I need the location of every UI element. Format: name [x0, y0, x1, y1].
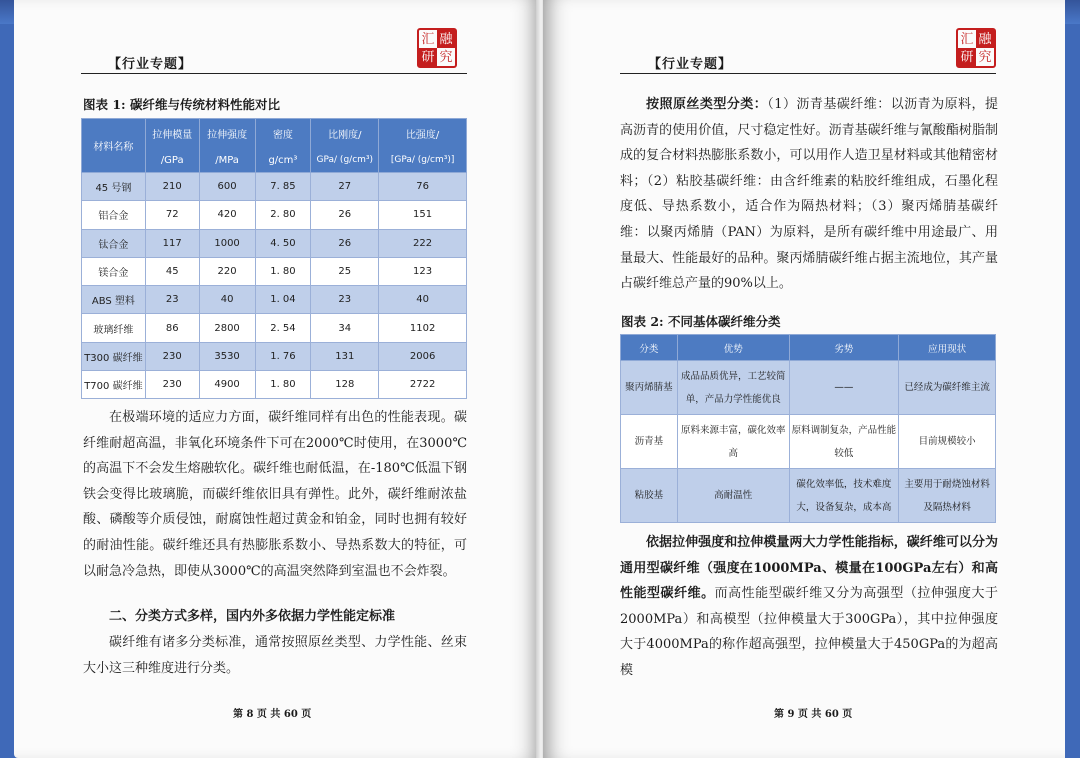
material-name-cell: 铝合金: [82, 201, 146, 229]
paragraph-body: 而高性能型碳纤维又分为高强型（拉伸强度大于2000MPa）和高模型（拉伸模量大于300GPa），其中拉伸强度大于4000MPa的称作超高强型，拉伸模量大于450GPa的为超高模: [620, 586, 998, 678]
table-cell: 1. 80: [255, 371, 311, 399]
table-cell: 原料调制复杂，产品性能较低: [789, 415, 899, 469]
table-cell: 2. 80: [255, 201, 311, 229]
table-cell: 40: [199, 286, 255, 314]
table-cell: 34: [311, 314, 379, 342]
table-header-cell: 应用现状: [899, 335, 996, 361]
table-row: [82, 342, 467, 370]
table-header-cell: 材料名称: [82, 119, 146, 173]
table-cell: 26: [311, 229, 379, 257]
table-cell: 2006: [379, 342, 467, 370]
table-cell: 128: [311, 371, 379, 399]
table-cell: 45: [145, 257, 199, 285]
table-header-cell: 优势: [677, 335, 789, 361]
seal-char: 研: [958, 48, 976, 66]
table-header-cell: 密度 g/cm³: [255, 119, 311, 173]
table-cell: 76: [379, 173, 467, 201]
table-row: [621, 361, 996, 415]
material-name-cell: T700 碳纤维: [82, 371, 146, 399]
figure1-caption: 图表 1: 碳纤维与传统材料性能对比: [83, 97, 281, 112]
seal-char: 融: [437, 30, 455, 48]
table-cell: 230: [145, 371, 199, 399]
table-cell: 220: [199, 257, 255, 285]
right-paragraph-2: [620, 530, 998, 684]
table-cell: 碳化效率低，技术难度大，设备复杂，成本高: [789, 469, 899, 523]
table-header-cell: 比强度/ [GPa/ (g/cm³)]: [379, 119, 467, 173]
table-row: [82, 229, 467, 257]
seal-char: 汇: [421, 31, 435, 47]
material-name-cell: 45 号钢: [82, 173, 146, 201]
material-name-cell: ABS 塑料: [82, 286, 146, 314]
left-page-footer: 第 8 页 共 60 页: [233, 709, 312, 720]
right-header-rule: [620, 73, 996, 74]
table-header-cell: 拉伸模量 /GPa: [145, 119, 199, 173]
table-row: [82, 314, 467, 342]
left-header-rule: [81, 73, 467, 74]
table-cell: 1. 80: [255, 257, 311, 285]
table-cell: 2800: [199, 314, 255, 342]
table-cell: 27: [311, 173, 379, 201]
table-cell: 主要用于耐烧蚀材料及隔热材料: [899, 469, 996, 523]
table-cell: 117: [145, 229, 199, 257]
table-cell: 230: [145, 342, 199, 370]
material-name-cell: 镁合金: [82, 257, 146, 285]
table-cell: 25: [311, 257, 379, 285]
category-cell: 沥青基: [621, 415, 678, 469]
category-cell: 聚丙烯腈基: [621, 361, 678, 415]
table-row: [82, 173, 467, 201]
seal-char: 研: [419, 48, 437, 66]
table-cell: 高耐温性: [677, 469, 789, 523]
table-cell: 7. 85: [255, 173, 311, 201]
material-name-cell: 玻璃纤维: [82, 314, 146, 342]
table-cell: 1102: [379, 314, 467, 342]
right-page-header: 【行业专题】: [648, 57, 733, 72]
carbon-fiber-classification-table: [620, 334, 996, 523]
seal-char: 究: [439, 49, 453, 65]
paragraph-lead: 按照原丝类型分类：: [646, 97, 768, 112]
table-cell: 123: [379, 257, 467, 285]
seal-char: 汇: [960, 31, 974, 47]
table-cell: 72: [145, 201, 199, 229]
table-row: [621, 469, 996, 523]
material-name-cell: 钛合金: [82, 229, 146, 257]
table-cell: 131: [311, 342, 379, 370]
table-header-cell: 比刚度/ GPa/ (g/cm³): [311, 119, 379, 173]
table-cell: 210: [145, 173, 199, 201]
left-page-header: 【行业专题】: [108, 57, 193, 72]
right-page-footer: 第 9 页 共 60 页: [774, 709, 853, 720]
table-header-cell: 劣势: [789, 335, 899, 361]
table-cell: 1. 04: [255, 286, 311, 314]
table-row: [82, 201, 467, 229]
section-heading: 二、分类方式多样，国内外多依据力学性能定标准: [109, 609, 396, 624]
table-cell: 420: [199, 201, 255, 229]
table-cell: 23: [145, 286, 199, 314]
left-paragraph-1: 在极端环境的适应力方面，碳纤维同样有出色的性能表现。碳纤维耐超高温，非氧化环境条件下可在2000℃时使用，在3000℃的高温下不会发生熔融软化。碳纤维也耐低温，在-180℃低温下钢铁会变得比玻璃脆，而碳纤维依旧具有弹性。此外，碳纤维耐浓盐酸、磷酸等介质侵蚀，耐腐蚀性超过黄金和铂金，同时也拥有较好的耐油性能。碳纤维还具有热膨胀系数小、导热系数大的特征，可以耐急冷急热，即使从3000℃的高温突然降到室温也不会炸裂。: [83, 410, 467, 579]
material-name-cell: T300 碳纤维: [82, 342, 146, 370]
table-row: [82, 371, 467, 399]
table-cell: 600: [199, 173, 255, 201]
table-row: [82, 257, 467, 285]
right-seal-logo: [956, 28, 996, 68]
table-cell: 2. 54: [255, 314, 311, 342]
table-row: [621, 415, 996, 469]
seal-char: 融: [976, 30, 994, 48]
paragraph-body: （1）沥青基碳纤维：以沥青为原料，提高沥青的使用价值，尺寸稳定性好。沥青基碳纤维与氰酸酯树脂制成的复合材料热膨胀系数小，可以用作人造卫星材料或其他精密材料；（2）粘胶基碳纤维：由含纤维素的粘胶纤维组成，石墨化程度低、导热系数小，适合作为隔热材料；（3）聚丙烯腈基碳纤维：以聚丙烯腈（PAN）为原料，是所有碳纤维中用途最广、用量最大、性能最好的品种。聚丙烯腈碳纤维占据主流地位，其产量占碳纤维总产量的90%以上。: [620, 97, 998, 292]
table-cell: 原料来源丰富，碳化效率高: [677, 415, 789, 469]
table-cell: 151: [379, 201, 467, 229]
table-cell: 3530: [199, 342, 255, 370]
category-cell: 粘胶基: [621, 469, 678, 523]
seal-char: 究: [978, 49, 992, 65]
table-cell: 4900: [199, 371, 255, 399]
left-paragraph-2: 碳纤维有诸多分类标准，通常按照原丝类型、力学性能、丝束大小这三种维度进行分类。: [83, 635, 467, 676]
table-row: [82, 286, 467, 314]
table-header-cell: 分类: [621, 335, 678, 361]
table-cell: 23: [311, 286, 379, 314]
table-cell: 4. 50: [255, 229, 311, 257]
table-cell: 1. 76: [255, 342, 311, 370]
table-cell: 已经成为碳纤维主流: [899, 361, 996, 415]
table-cell: 2722: [379, 371, 467, 399]
left-seal-logo: [417, 28, 457, 68]
table-cell: ——: [789, 361, 899, 415]
table-header-cell: 拉伸强度 /MPa: [199, 119, 255, 173]
right-paragraph-1: [620, 92, 998, 297]
table-cell: 86: [145, 314, 199, 342]
paragraph-bold: 依据拉伸强度和拉伸模量两大力学性能指标，碳纤维可以分为通用型碳纤维（强度在1000MPa、模量在100GPa左右）和高性能型碳纤维。: [620, 535, 998, 602]
table-cell: 目前规模较小: [899, 415, 996, 469]
figure2-caption: 图表 2: 不同基体碳纤维分类: [621, 314, 781, 329]
table-cell: 26: [311, 201, 379, 229]
table-cell: 222: [379, 229, 467, 257]
material-comparison-table: [81, 118, 467, 399]
table-cell: 1000: [199, 229, 255, 257]
table-cell: 成品品质优异，工艺较简单，产品力学性能优良: [677, 361, 789, 415]
table-cell: 40: [379, 286, 467, 314]
